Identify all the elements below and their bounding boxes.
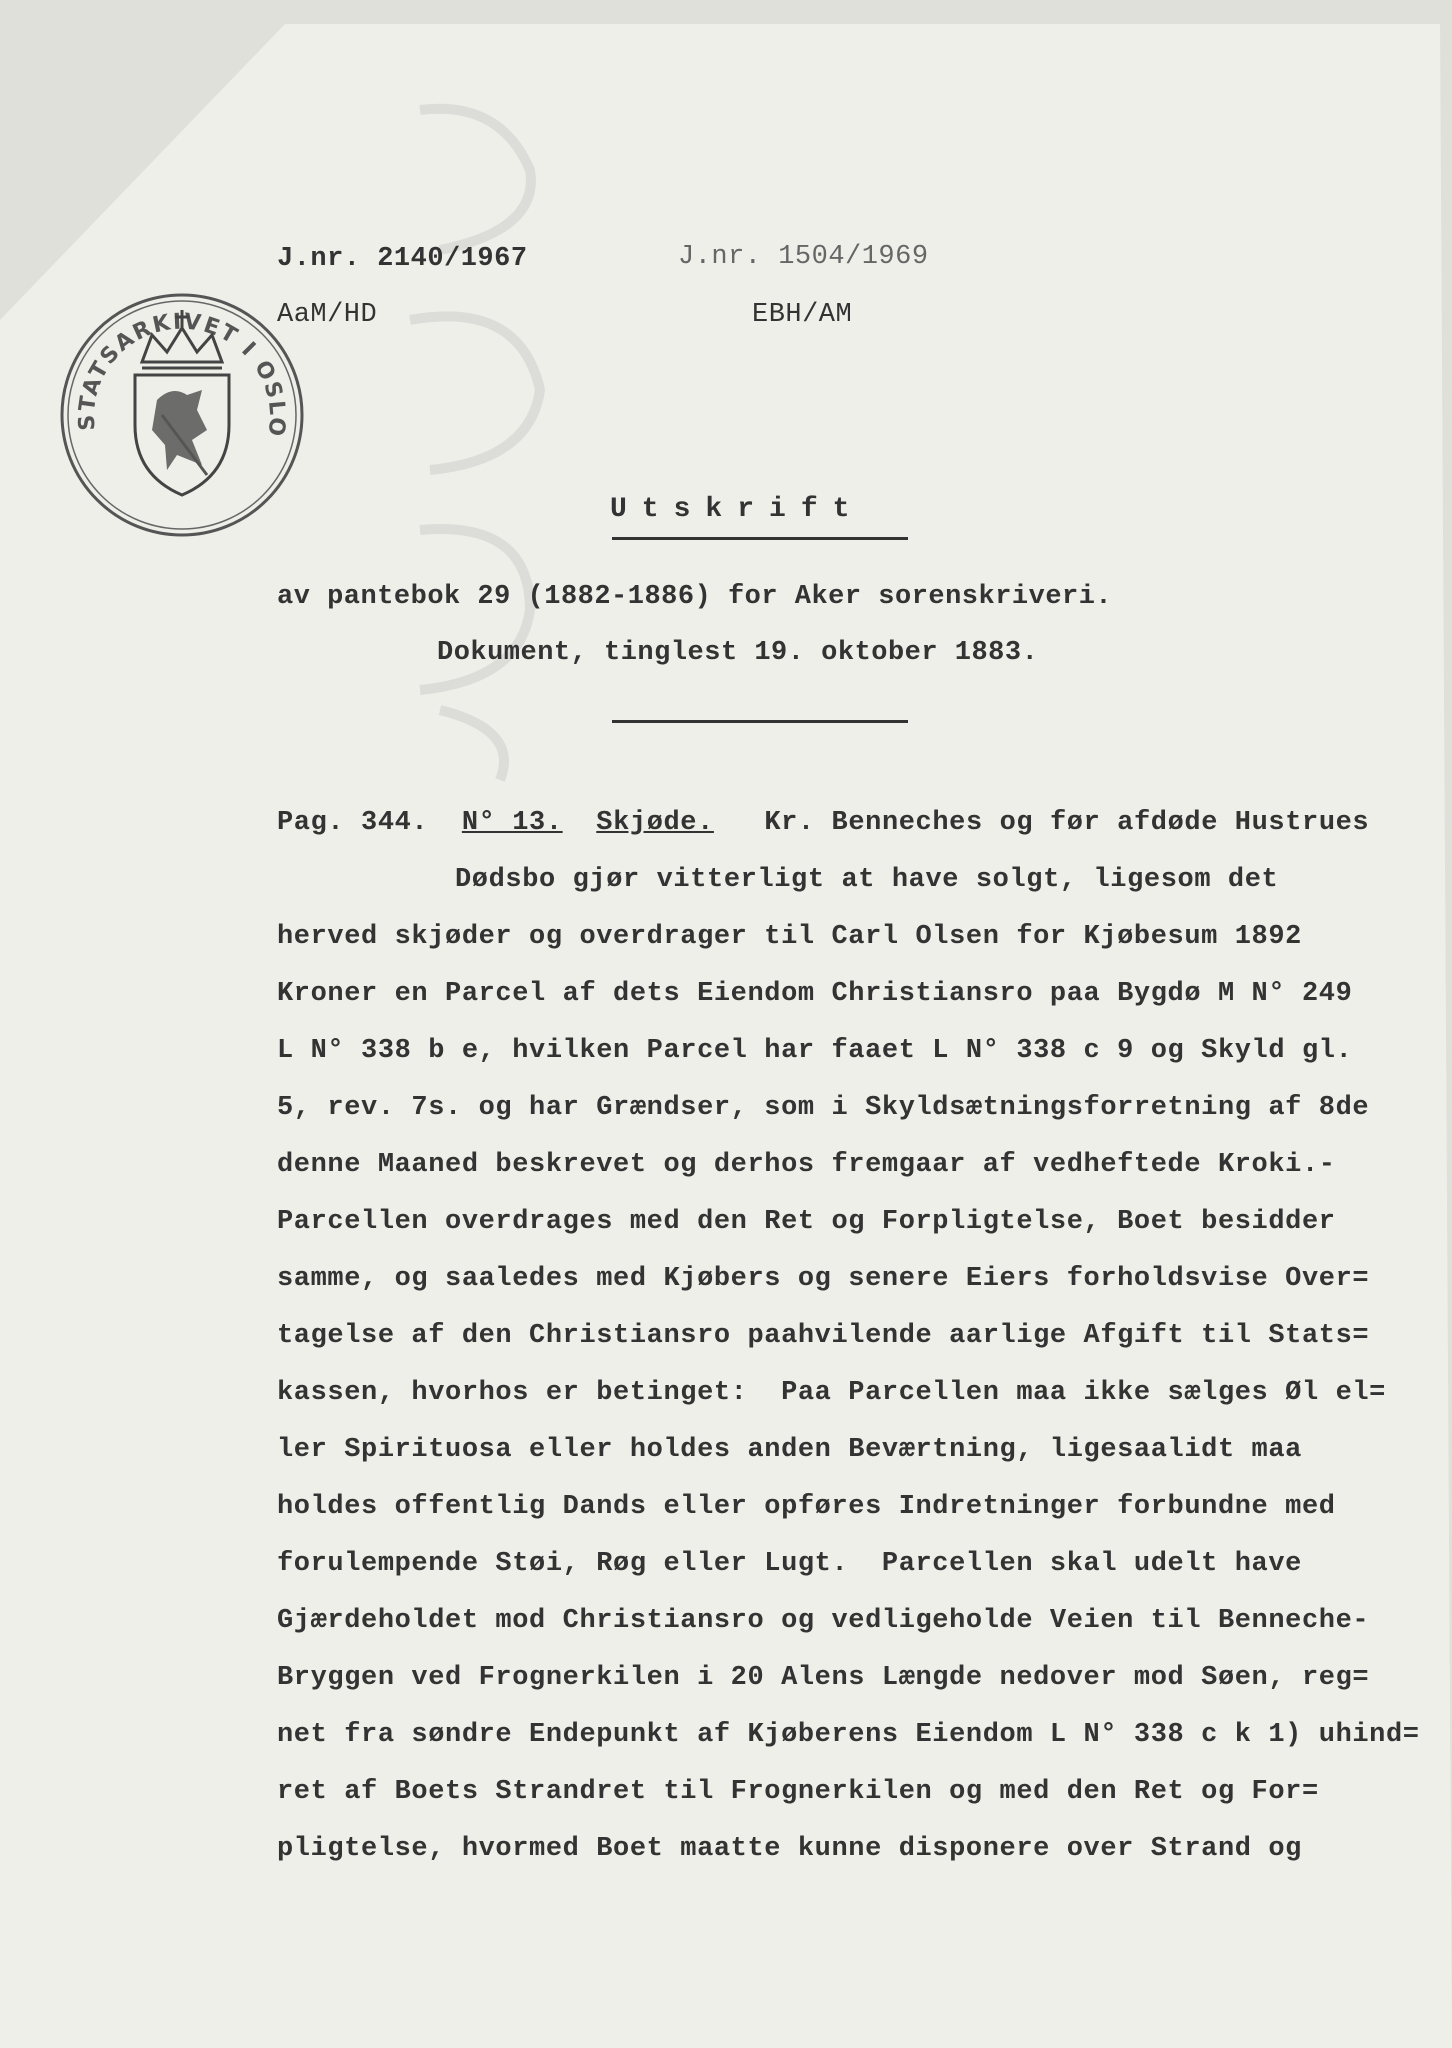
body-line: denne Maaned beskrevet og derhos fremgaar af vedheftede Kroki.- — [277, 1150, 1336, 1180]
body-line: Bryggen ved Frognerkilen i 20 Alens Længde nedover mod Søen, reg= — [277, 1663, 1370, 1693]
body-line: Parcellen overdrages med den Ret og Forpligtelse, Boet besidder — [277, 1207, 1336, 1237]
journal-number-left: J.nr. 2140/1967 — [277, 244, 528, 274]
body-line: Gjærdeholdet mod Christiansro og vedligeholde Veien til Benneche- — [277, 1606, 1370, 1636]
body-line: net fra søndre Endepunkt af Kjøberens Eiendom L N° 338 c k 1) uhind= — [277, 1720, 1420, 1750]
document-title: Utskrift — [610, 494, 865, 525]
archive-seal-stamp — [57, 290, 307, 540]
body-line: tagelse af den Christiansro paahvilende aarlige Afgift til Stats= — [277, 1321, 1370, 1351]
initials-right: EBH/AM — [752, 300, 853, 330]
source-line: av pantebok 29 (1882-1886) for Aker sorenskriveri. — [277, 582, 1113, 612]
seal-text: STATSARKIVET I OSLO — [74, 309, 290, 440]
body-line: ler Spirituosa eller holdes anden Beværtning, ligesaalidt maa — [277, 1435, 1302, 1465]
body-line: 5, rev. 7s. og har Grændser, som i Skyldsætningsforretning af 8de — [277, 1093, 1370, 1123]
initials-left: AaM/HD — [277, 300, 378, 330]
body-line-1 — [277, 808, 1369, 838]
title-underline — [612, 537, 908, 540]
body-line: ret af Boets Strandret til Frognerkilen og med den Ret og For= — [277, 1777, 1319, 1807]
journal-number-right: J.nr. 1504/1969 — [678, 242, 929, 272]
body-line: L N° 338 b e, hvilken Parcel har faaet L N° 338 c 9 og Skyld gl. — [277, 1036, 1353, 1066]
page-reference: Pag. 344. — [277, 808, 429, 838]
document-type: Skjøde. — [596, 808, 714, 838]
body-line: samme, og saaledes med Kjøbers og senere Eiers forholdsvise Over= — [277, 1264, 1370, 1294]
body-line: pligtelse, hvormed Boet maatte kunne disponere over Strand og — [277, 1834, 1302, 1864]
body-line: herved skjøder og overdrager til Carl Olsen for Kjøbesum 1892 — [277, 922, 1302, 952]
body-line: kassen, hvorhos er betinget: Paa Parcellen maa ikke sælges Øl el= — [277, 1378, 1386, 1408]
body-line: Kroner en Parcel af dets Eiendom Christiansro paa Bygdø M N° 249 — [277, 979, 1353, 1009]
section-divider — [612, 720, 908, 723]
lion-shield-icon — [135, 375, 229, 495]
tinglest-line: Dokument, tinglest 19. oktober 1883. — [437, 638, 1039, 668]
body-line: holdes offentlig Dands eller opføres Indretninger forbundne med — [277, 1492, 1336, 1522]
body-line: Dødsbo gjør vitterligt at have solgt, ligesom det — [455, 865, 1279, 895]
faint-watermark — [380, 90, 580, 790]
document-number: N° 13. — [461, 808, 563, 838]
body-line: forulempende Støi, Røg eller Lugt. Parcellen skal udelt have — [277, 1549, 1302, 1579]
body-line-1-rest: Kr. Benneches og før afdøde Hustrues — [764, 808, 1370, 838]
